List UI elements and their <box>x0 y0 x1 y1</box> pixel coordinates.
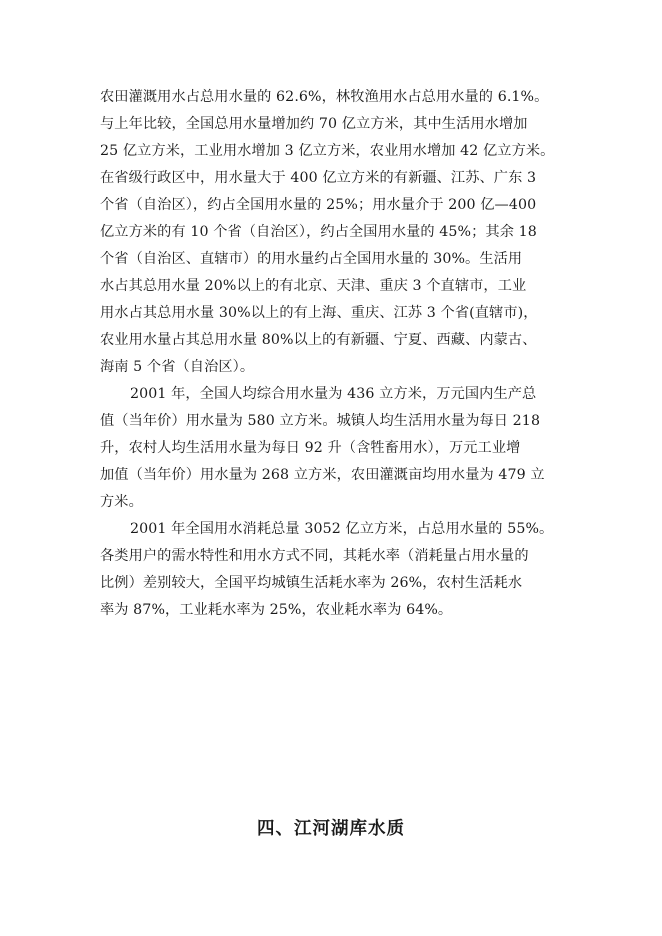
text-line: 升，农村人均生活用水量为每日 92 升（含牲畜用水），万元工业增 <box>100 440 521 456</box>
text-line: 在省级行政区中，用水量大于 400 亿立方米的有新疆、江苏、广东 3 <box>100 170 537 186</box>
text-line: 与上年比较，全国总用水量增加约 70 亿立方米，其中生活用水增加 <box>100 116 528 132</box>
paragraph <box>100 381 566 516</box>
text-line: 2001 年全国用水消耗总量 3052 亿立方米，占总用水量的 55%。 <box>130 521 554 537</box>
text-line: 加值（当年价）用水量为 268 立方米，农田灌溉亩均用水量为 479 立 <box>100 467 545 483</box>
text-line: 率为 87%，工业耗水率为 25%，农业耗水率为 64%。 <box>100 602 453 618</box>
text-line: 方米。 <box>100 494 143 510</box>
text-line: 值（当年价）用水量为 580 立方米。城镇人均生活用水量为每日 218 <box>100 413 541 429</box>
text-line: 个省（自治区、直辖市）的用水量约占全国用水量的 30%。生活用 <box>100 251 523 267</box>
text-line: 水占其总用水量 20%以上的有北京、天津、重庆 3 个直辖市，工业 <box>100 278 527 294</box>
text-line: 农业用水量占其总用水量 80%以上的有新疆、宁夏、西藏、内蒙古、 <box>100 332 537 348</box>
text-line: 农田灌溉用水占总用水量的 62.6%，林牧渔用水占总用水量的 6.1%。 <box>100 89 549 105</box>
text-line: 用水占其总用水量 30%以上的有上海、重庆、江苏 3 个省(直辖市)， <box>100 305 538 321</box>
text-line: 比例）差别较大，全国平均城镇生活耗水率为 26%，农村生活耗水 <box>100 575 523 591</box>
text-line: 亿立方米的有 10 个省（自治区），约占全国用水量的 45%；其余 18 <box>100 224 537 240</box>
paragraph <box>100 84 566 381</box>
text-line: 各类用户的需水特性和用水方式不同，其耗水率（消耗量占用水量的 <box>100 548 529 564</box>
paragraph <box>100 516 566 624</box>
section-heading: 四、江河湖库水质 <box>257 819 405 839</box>
text-line: 2001 年，全国人均综合用水量为 436 立方米，万元国内生产总 <box>130 386 537 402</box>
text-line: 25 亿立方米，工业用水增加 3 亿立方米，农业用水增加 42 亿立方米。 <box>100 143 555 159</box>
text-line: 海南 5 个省（自治区）。 <box>100 359 255 375</box>
text-line: 个省（自治区），约占全国用水量的 25%；用水量介于 200 亿—400 <box>100 197 537 213</box>
body-text <box>100 84 566 624</box>
